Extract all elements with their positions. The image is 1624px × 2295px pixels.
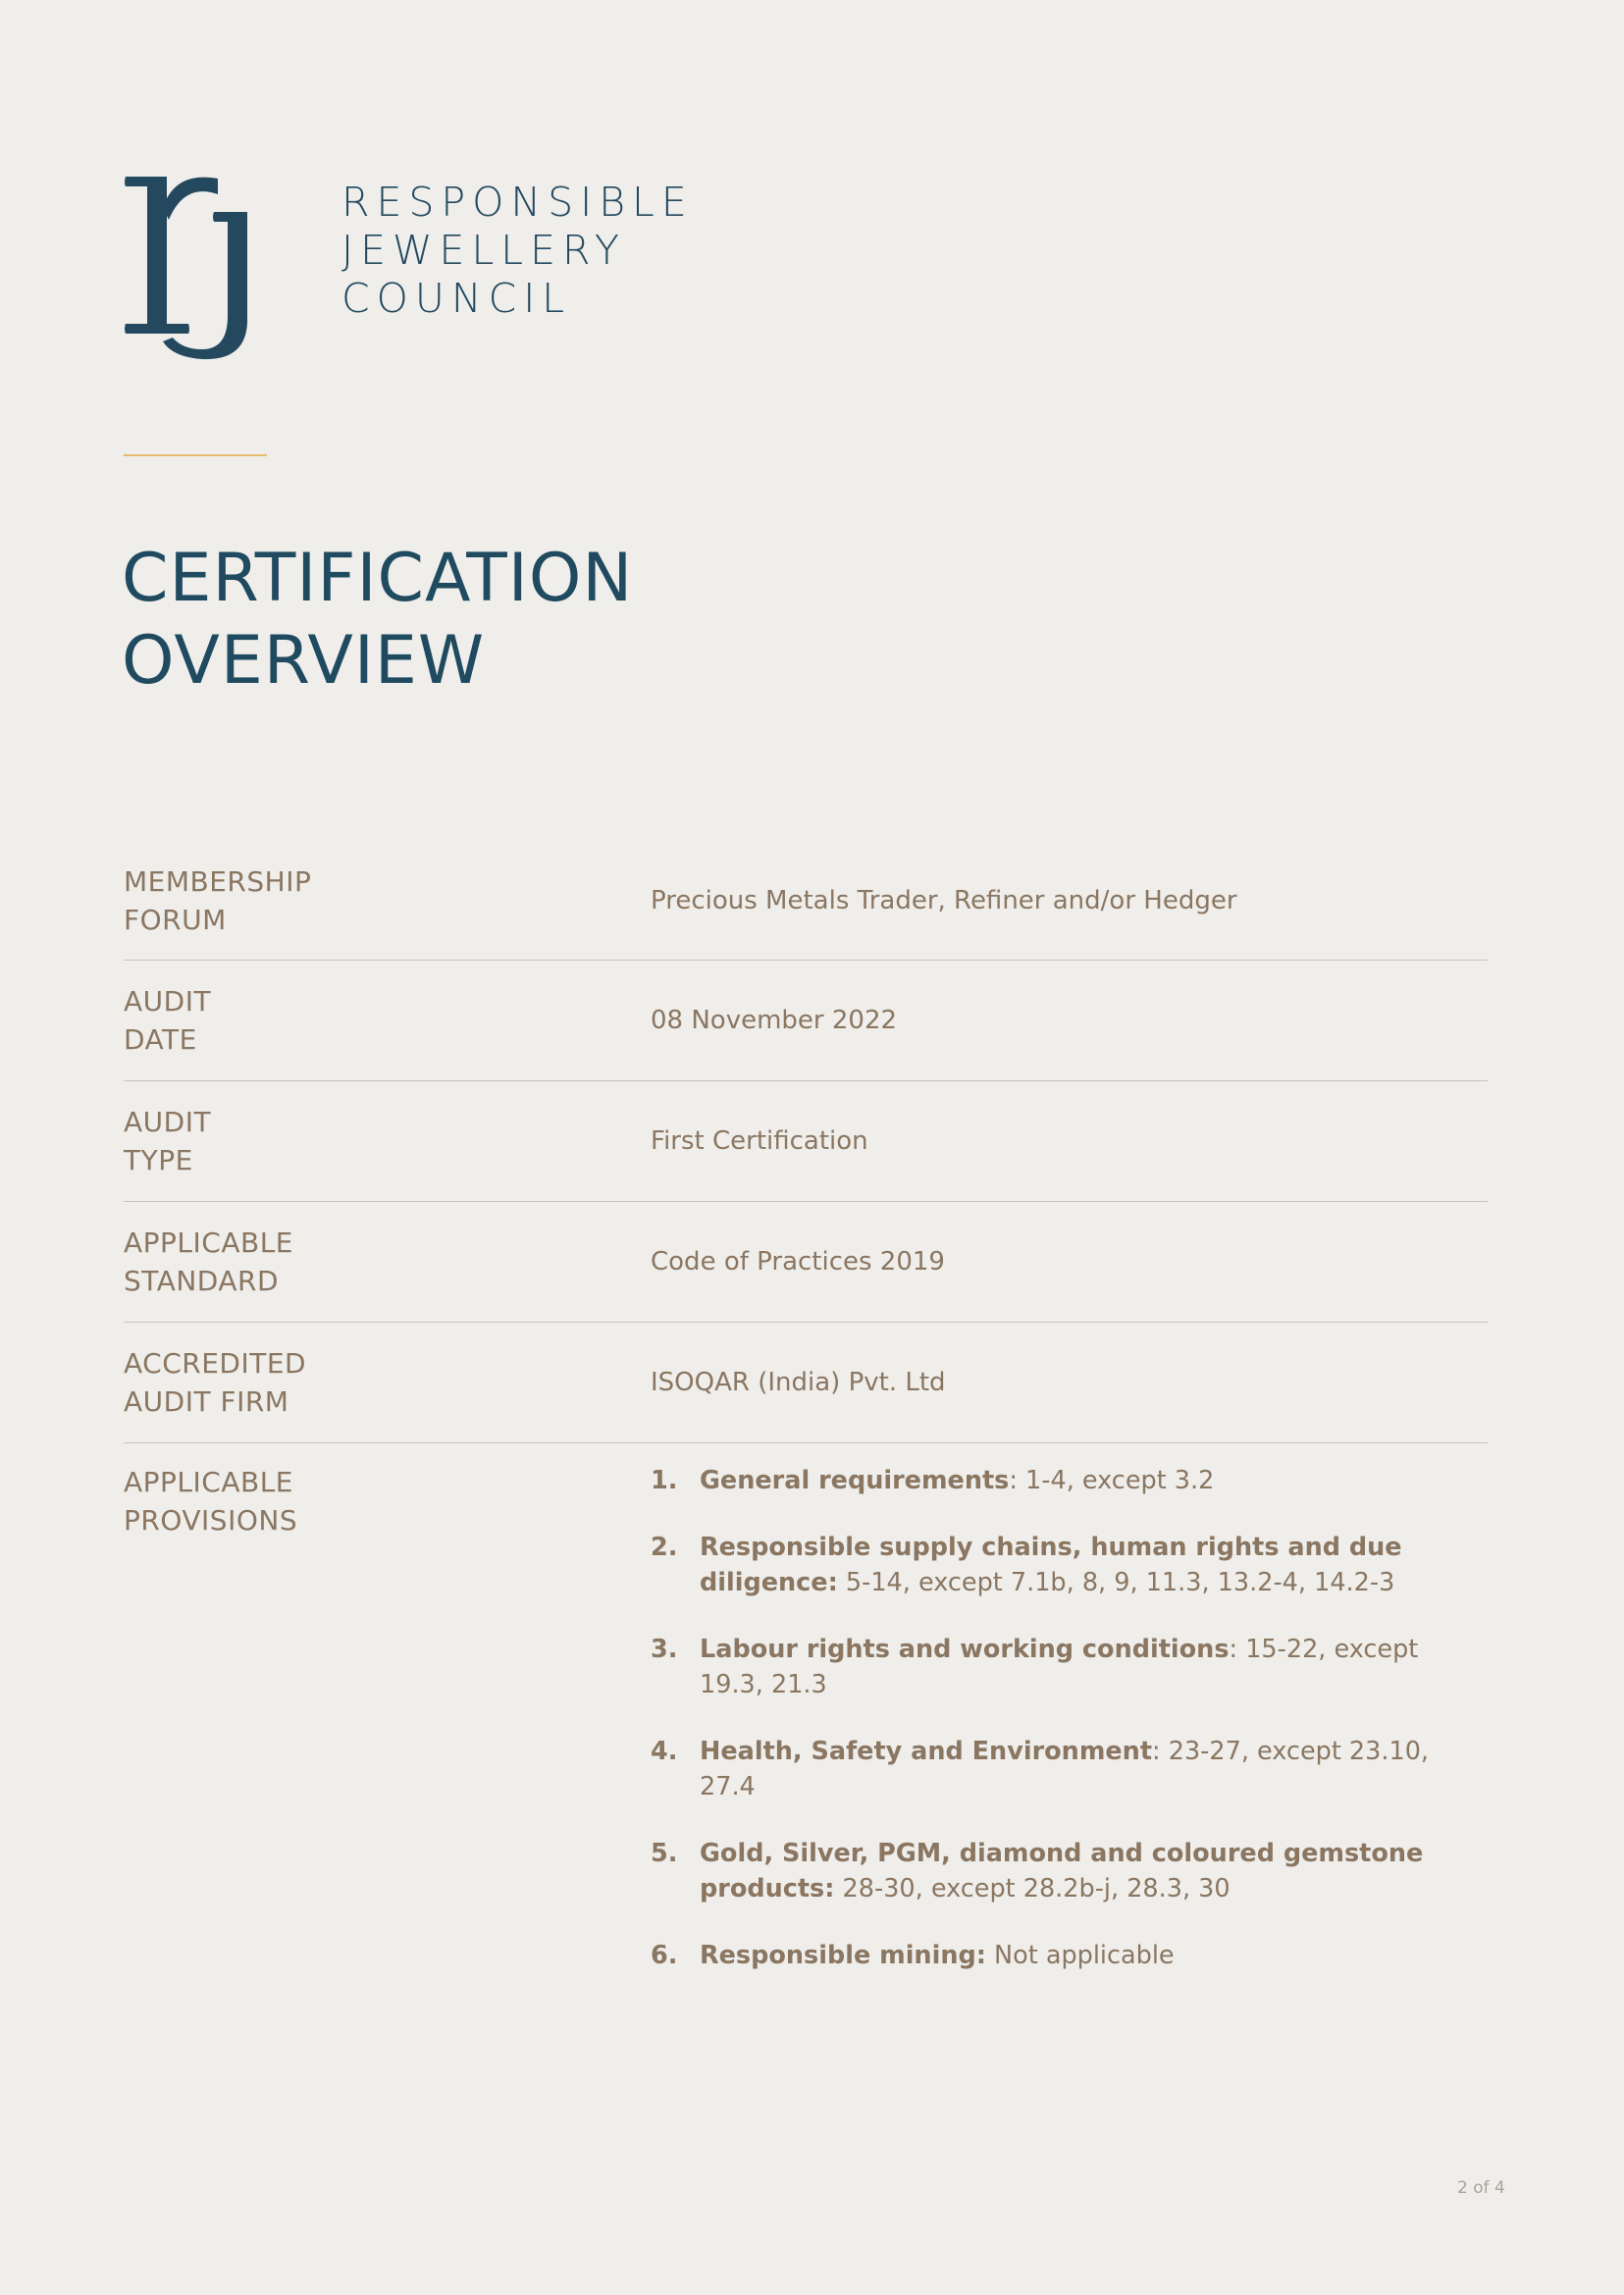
overview-row-applicable-provisions	[124, 1443, 1488, 2005]
row-label-line: FORUM	[124, 903, 227, 936]
provision-heading: Responsible mining:	[700, 1941, 986, 1970]
row-label	[124, 862, 651, 939]
list-number: 3.	[651, 1635, 678, 1664]
row-value: 08 November 2022	[651, 1006, 898, 1035]
row-label-line: PROVISIONS	[124, 1504, 298, 1537]
overview-row-audit-type	[124, 1081, 1488, 1202]
overview-row-applicable-standard	[124, 1202, 1488, 1323]
row-label-line: MEMBERSHIP	[124, 864, 312, 898]
provision-detail: : 15-22, except 19.3, 21.3	[700, 1635, 1419, 1699]
logo-line: RESPONSIBLE	[341, 179, 694, 226]
row-label	[124, 1463, 651, 2005]
row-label-line: STANDARD	[124, 1265, 280, 1297]
logo-line: JEWELLERY	[341, 227, 626, 274]
row-label-line: APPLICABLE	[124, 1466, 293, 1498]
logo-line: COUNCIL	[341, 275, 572, 322]
row-value: Precious Metals Trader, Refiner and/or Hedger	[651, 885, 1237, 915]
list-item	[651, 1632, 1436, 1702]
page-title	[122, 538, 633, 703]
list-item	[651, 1530, 1436, 1600]
row-label-line: AUDIT	[124, 1106, 212, 1138]
list-number: 1.	[651, 1466, 678, 1495]
list-number: 2.	[651, 1533, 678, 1562]
list-text	[700, 1463, 1436, 1498]
provision-detail: 5-14, except 7.1b, 8, 9, 11.3, 13.2-4, 14.2-3	[837, 1568, 1395, 1597]
list-item	[651, 1734, 1436, 1804]
overview-row-audit-firm	[124, 1323, 1488, 1443]
provision-heading: Health, Safety and Environment	[700, 1737, 1153, 1766]
logo-wordmark	[341, 179, 694, 323]
row-label-line: ACCREDITED	[124, 1347, 307, 1380]
provision-heading: General requirements	[700, 1466, 1010, 1495]
overview-row-audit-date	[124, 961, 1488, 1081]
provision-detail: 28-30, except 28.2b-j, 28.3, 30	[834, 1874, 1231, 1904]
list-text	[700, 1632, 1436, 1702]
row-label-line: TYPE	[124, 1144, 193, 1176]
list-item	[651, 1836, 1436, 1906]
overview-row-membership-forum	[124, 841, 1488, 961]
list-text	[700, 1734, 1436, 1804]
rjc-logo	[124, 169, 694, 365]
provision-detail: : 1-4, except 3.2	[1009, 1466, 1215, 1495]
row-label-line: DATE	[124, 1023, 197, 1056]
row-value: Code of Practices 2019	[651, 1247, 945, 1277]
provision-heading: Responsible supply chains, human rights and due diligence:	[700, 1533, 1402, 1597]
list-number: 4.	[651, 1737, 678, 1766]
rjc-monogram-icon	[124, 169, 261, 361]
page-number: 2 of 4	[1457, 2178, 1505, 2198]
row-label	[124, 1344, 651, 1421]
list-text	[700, 1836, 1436, 1906]
accent-divider	[124, 454, 267, 456]
provision-heading: Gold, Silver, PGM, diamond and coloured gemstone products:	[700, 1839, 1424, 1904]
list-number: 5.	[651, 1839, 678, 1868]
provision-detail: Not applicable	[985, 1941, 1175, 1970]
list-text	[700, 1530, 1436, 1600]
list-text	[700, 1938, 1436, 1973]
row-label-line: AUDIT	[124, 985, 212, 1017]
list-number: 6.	[651, 1941, 678, 1970]
row-value: ISOQAR (India) Pvt. Ltd	[651, 1368, 946, 1397]
list-item	[651, 1938, 1436, 1973]
row-label-line: AUDIT FIRM	[124, 1385, 289, 1418]
provision-heading: Labour rights and working conditions	[700, 1635, 1230, 1664]
certification-overview-table	[124, 841, 1488, 2005]
list-item	[651, 1463, 1436, 1498]
row-label	[124, 1224, 651, 1300]
row-label	[124, 982, 651, 1059]
row-value: First Certification	[651, 1126, 868, 1156]
row-label	[124, 1103, 651, 1179]
provision-detail: : 23-27, except 23.10, 27.4	[700, 1737, 1430, 1801]
provisions-list	[651, 1463, 1436, 2005]
page-title-line: CERTIFICATION	[122, 540, 634, 617]
row-label-line: APPLICABLE	[124, 1226, 293, 1259]
page-title-line: OVERVIEW	[122, 622, 486, 700]
